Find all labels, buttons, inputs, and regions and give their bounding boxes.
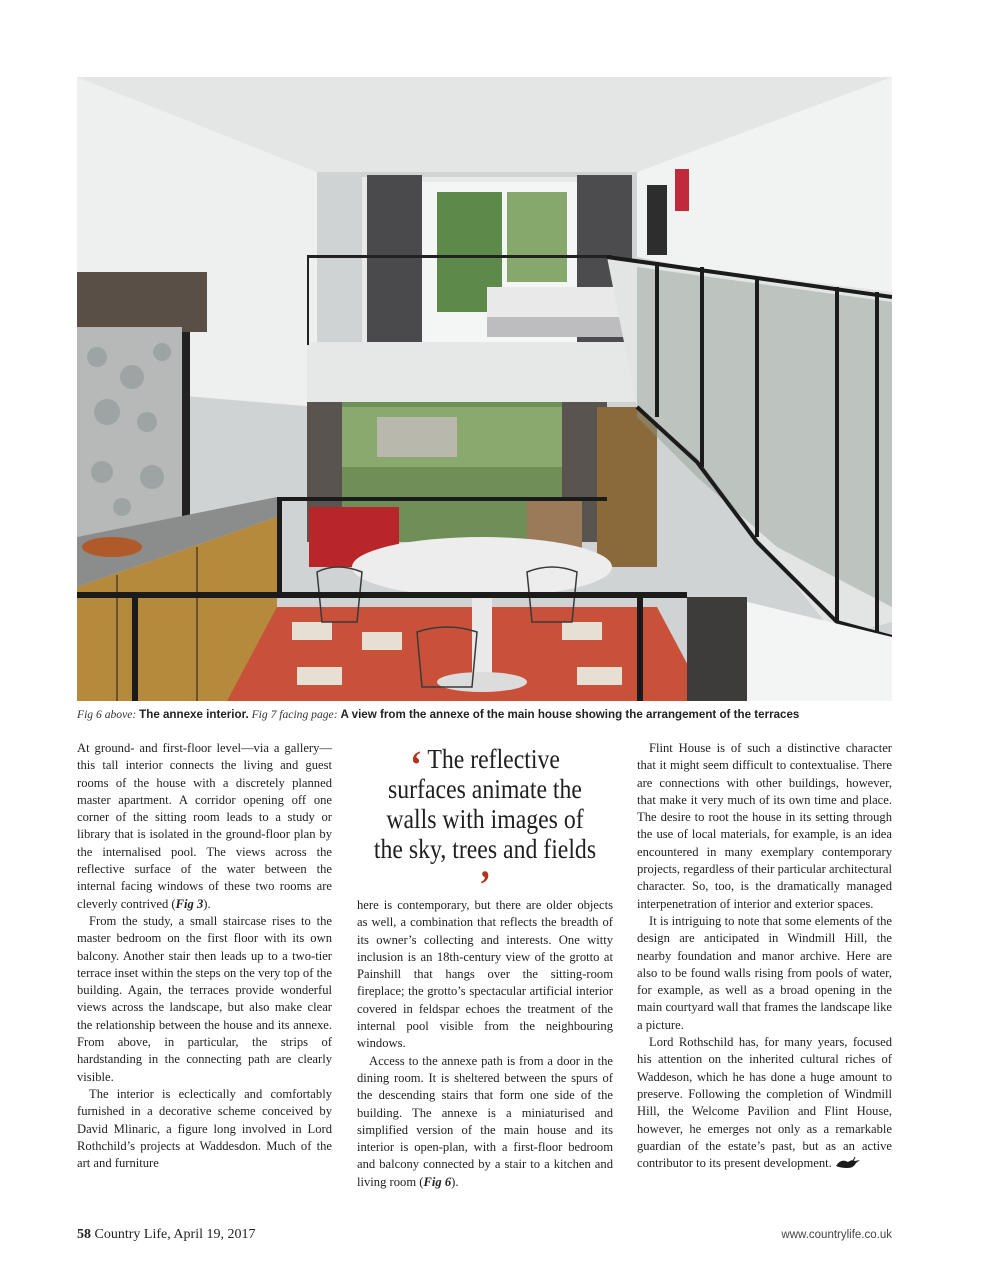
publication-date: Country Life, April 19, 2017 [94,1227,256,1242]
website-url[interactable]: www.countrylife.co.uk [781,1229,892,1241]
figure-6-label: Fig 6 above: [77,708,137,721]
article-column-1 [77,740,332,1172]
paragraph: At ground- and first-floor level—via a gallery—this tall interior connects the living and guest rooms of the house with a discretely planned master apartment. A corridor opening off one corner of the sitting room leads to a study or library that is isolated in the ground-floor plan by the internalised pool. The views across the reflective surface of the water between the internal facing windows of these two rooms are cleverly contrived (Fig 3). [77,741,332,911]
paragraph: From the study, a small staircase rises to the master bedroom on the first floor with its own balcony. Another stair then leads up to a two-tier terrace inset within the steps on the very top of the building. Again, the terraces provide wonderful views across the landscape, but also make clear the relationship between the house and its annexe. From above, in particular, the strips of hardstanding in the connecting path are clearly visible. [77,913,332,1084]
open-quote-mark: ‘ [410,742,422,787]
annexe-interior-photo [77,77,892,701]
article-column-3 [637,740,892,1172]
paragraph: Access to the annexe path is from a door in the dining room. It is sheltered between the spurs of the descending stairs that form one side of the building. The annexe is a miniaturised and simplified version of the main house and its interior is open-plan, with a first-floor bedroom and balcony connected by a stair to a kitchen and living room (Fig 6). [357,1053,613,1189]
paragraph: The interior is eclectically and comfortably furnished in a decorative scheme conceived by David Mlinaric, a figure long involved in Lord Rothchild’s projects at Waddesdon. Much of the art and furniture [77,1086,332,1171]
paragraph: here is contemporary, but there are older objects as well, a combination that reflects the breadth of its owner’s collecting and interests. One witty inclusion is an 18th-century view of the grotto at Painshill that hangs over the sitting-room fireplace; the grotto’s spectacular artificial interior covered in feldspar echoes the treatment of the internal pool visible from the neighbouring windows. [357,898,613,1051]
figure-caption [77,707,892,722]
pull-quote [372,742,597,907]
paragraph: Lord Rothschild has, for many years, focused his attention on the inherited cultural riches of Waddeson, which he has done a huge amount to preserve. Following the completion of Windmill Hill, the Welcome Pavilion and Flint House, however, he emerges not only as a remarkable guardian of the estate’s past, but as an active contributor to its present development. [637,1035,892,1171]
peacock-icon [835,1156,861,1170]
figure-reference: Fig 6 [423,1174,452,1189]
article-column-2 [357,897,613,1191]
close-quote-mark: ’ [479,862,491,907]
page-footer-left [77,1227,256,1243]
figure-7-text: A view from the annexe of the main house showing the arrangement of the terraces [340,708,800,721]
figure-7-label: Fig 7 facing page: [251,708,338,721]
page-number: 58 [77,1227,91,1242]
pull-quote-text: The reflective surfaces animate the walls with images of the sky, trees and fields [373,744,597,864]
paragraph: It is intriguing to note that some elements of the design are anticipated in Windmill Hill, the nearby foundation and manor archive. Here are also to be found walls rising from pools of water, for example, as well as a broad opening in the main courtyard wall that frames the landscape like a picture. [637,913,892,1032]
paragraph: Flint House is of such a distinctive character that it might seem difficult to contextualise. There are connections with other buildings, however, that make it very much of its own time and place. The desire to root the house in its setting through the use of local materials, for example, is an idea encountered in many exemplary contemporary projects, regardless of their particular architectural character. So, too, is the dramatically managed interpenetration of interior and exterior spaces. [637,741,892,911]
figure-reference: Fig 3 [175,896,204,911]
figure-6-text: The annexe interior. [139,708,249,721]
